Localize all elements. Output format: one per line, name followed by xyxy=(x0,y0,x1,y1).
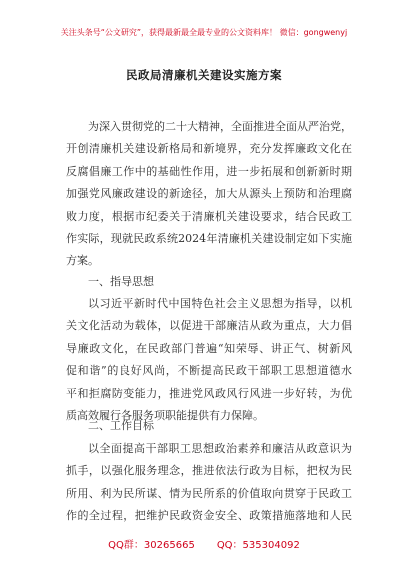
intro-line: 开创清廉机关建设新格局和新境界，充分发挥廉政文化在 xyxy=(66,142,352,156)
intro-paragraph xyxy=(66,116,352,273)
section-heading-text: 二、工作目标 xyxy=(88,419,154,432)
paragraph-line: 抓手，以强化服务理念，推进依法行政为目标，把权为民 xyxy=(66,464,352,478)
intro-line: 作实际，现就民政系统2024年清廉机关建设制定如下实施 xyxy=(66,232,352,246)
intro-line: 方案。 xyxy=(66,254,99,268)
intro-line: 加强党风廉政建设的新途径，加大从源头上预防和治理腐 xyxy=(66,187,352,201)
guiding-ideology-paragraph xyxy=(66,293,352,427)
intro-line: 败力度，根据市纪委关于清廉机关建设要求，结合民政工 xyxy=(66,209,352,223)
paragraph-line: 以全面提高干部职工思想政治素养和廉洁从政意识为 xyxy=(88,442,352,455)
work-goals-paragraph xyxy=(66,438,352,528)
paragraph-line: 质高效履行各服务项职能提供有力保障。 xyxy=(66,409,264,423)
header-promo-note: 关注头条号“公文研究”，获得最新最全最专业的公文资料库！ 微信：gongwenyj xyxy=(60,28,348,37)
paragraph-line: 作的全过程，把维护民政资金安全、政策措施落地和人民 xyxy=(66,509,352,523)
intro-line: 反腐倡廉工作中的基础性作用，进一步拓展和创新新时期 xyxy=(66,164,352,178)
footer-contact xyxy=(0,536,408,551)
paragraph-line: 以习近平新时代中国特色社会主义思想为指导，以机 xyxy=(88,297,352,310)
footer-qq-group: QQ群：30265665 xyxy=(108,540,195,551)
paragraph-line: 促和谐”的良好风尚，不断提高民政干部职工思想道德水 xyxy=(66,364,352,378)
document-title: 民政局清廉机关建设实施方案 xyxy=(126,68,282,82)
section-heading-work-goals xyxy=(66,415,352,437)
paragraph-line: 所用、利为民所谋、情为民所系的价值取向贯穿于民政工 xyxy=(66,486,352,500)
intro-line: 为深入贯彻党的二十大精神，全面推进全面从严治党， xyxy=(88,120,352,133)
section-heading-text: 一、指导思想 xyxy=(88,275,154,288)
footer-qq-number: QQ：535304092 xyxy=(216,540,300,551)
section-heading-guiding-ideology xyxy=(66,271,352,293)
paragraph-line: 导廉政文化，在民政部门普遍“知荣辱、讲正气、树新风 xyxy=(66,341,352,355)
paragraph-line: 平和拒腐防变能力，推进党风政风行风进一步好转，为优 xyxy=(66,386,352,400)
paragraph-line: 关文化活动为载体，以促进干部廉洁从政为重点，大力倡 xyxy=(66,319,352,333)
